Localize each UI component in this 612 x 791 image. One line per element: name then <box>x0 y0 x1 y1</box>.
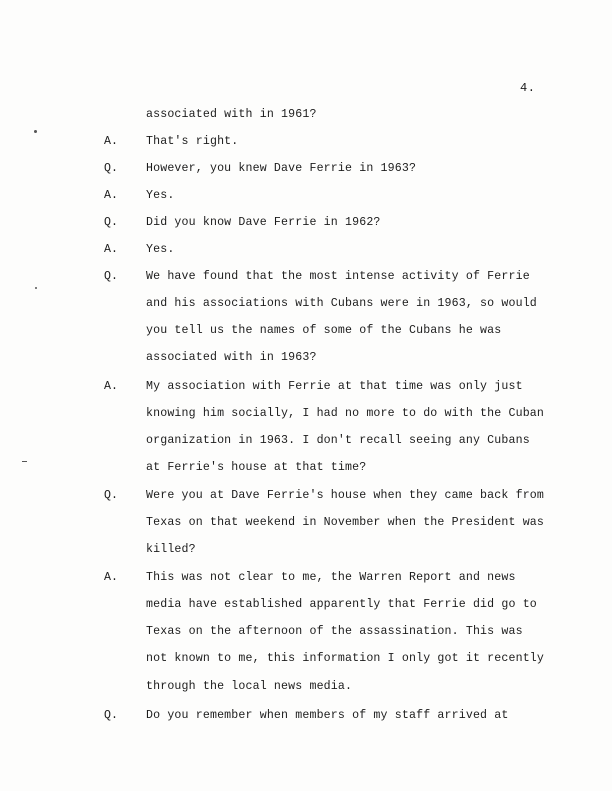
transcript-line: This was not clear to me, the Warren Report and news <box>146 571 516 584</box>
transcript-line: Did you know Dave Ferrie in 1962? <box>146 216 381 229</box>
transcript-line: Texas on that weekend in November when the President was <box>146 516 545 529</box>
transcript-line: We have found that the most intense activity of Ferrie <box>146 270 530 283</box>
transcript-line: associated with in 1963? <box>146 351 317 364</box>
speaker-label: A. <box>104 135 118 148</box>
transcript-line: at Ferrie's house at that time? <box>146 461 367 474</box>
speaker-label: A. <box>104 571 118 584</box>
page-number: 4. <box>520 81 536 95</box>
speaker-label: Q. <box>104 489 118 502</box>
speaker-label: A. <box>104 189 118 202</box>
speaker-label: Q. <box>104 162 118 175</box>
speaker-label: A. <box>104 243 118 256</box>
transcript-line: Yes. <box>146 243 175 256</box>
transcript-line: media have established apparently that Ferrie did go to <box>146 598 537 611</box>
transcript-line: However, you knew Dave Ferrie in 1963? <box>146 162 417 175</box>
scan-speck <box>35 287 37 289</box>
transcript-line: knowing him socially, I had no more to do with the Cuban <box>146 407 545 420</box>
transcript-line: Texas on the afternoon of the assassination. This was <box>146 625 523 638</box>
transcript-line: My association with Ferrie at that time was only just <box>146 380 523 393</box>
speaker-label: Q. <box>104 270 118 283</box>
transcript-line: through the local news media. <box>146 680 353 693</box>
transcript-line: you tell us the names of some of the Cubans he was <box>146 324 502 337</box>
speaker-label: A. <box>104 380 118 393</box>
transcript-line: Yes. <box>146 189 175 202</box>
scan-speck <box>22 461 27 462</box>
transcript-line: That's right. <box>146 135 239 148</box>
transcript-line: and his associations with Cubans were in 1963, so would <box>146 297 537 310</box>
transcript-line: Were you at Dave Ferrie's house when they came back from <box>146 489 545 502</box>
transcript-line: killed? <box>146 543 196 556</box>
transcript-line: Do you remember when members of my staff arrived at <box>146 709 509 722</box>
transcript-line: associated with in 1961? <box>146 108 317 121</box>
speaker-label: Q. <box>104 216 118 229</box>
transcript-line: organization in 1963. I don't recall seeing any Cubans <box>146 434 530 447</box>
speaker-label: Q. <box>104 709 118 722</box>
scan-speck <box>34 130 37 133</box>
transcript-line: not known to me, this information I only got it recently <box>146 652 545 665</box>
